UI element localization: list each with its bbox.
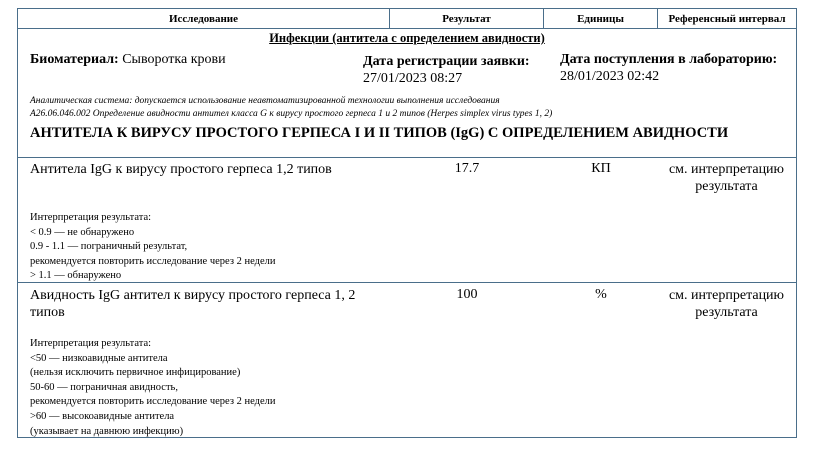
row-2-name: Авидность IgG антител к вирусу простого герпеса 1, 2 типов <box>30 288 356 320</box>
received-value: 28/01/2023 02:42 <box>560 69 660 84</box>
interp-line: (нельзя исключить первичное инфицирование) <box>30 367 241 379</box>
biomaterial-label: Биоматериал: <box>30 52 119 67</box>
row-2-reference: см. интерпретацию результата <box>668 288 785 320</box>
row-1-name: Антитела IgG к вирусу простого герпеса 1,2 типов <box>30 162 332 177</box>
test-title: АНТИТЕЛА К ВИРУСУ ПРОСТОГО ГЕРПЕСА I И II ТИПОВ (IgG) С ОПРЕДЕЛЕНИЕМ АВИДНОСТИ <box>30 125 729 141</box>
table-header <box>18 8 796 29</box>
interp-line: (указывает на давнюю инфекцию) <box>30 425 184 437</box>
row-2-interpretation <box>30 337 275 439</box>
section-title: Инфекции (антитела с определением авидности) <box>269 31 545 45</box>
interp-line: Интерпретация результата: <box>30 338 152 349</box>
interp-line: <50 — низкоавидные антитела <box>30 352 168 364</box>
interp-line: >60 — высокоавидные антитела <box>30 410 175 422</box>
registration-date <box>363 54 530 87</box>
row-1-reference: см. интерпретацию результата <box>668 162 785 194</box>
analytic-system-note: Аналитическая система: допускается использование неавтоматизированной технологии выполнения исследования <box>30 96 500 106</box>
interp-line: < 0.9 — не обнаружено <box>30 226 135 238</box>
header-units: Единицы <box>544 9 658 28</box>
received-date <box>560 52 777 85</box>
interp-line: рекомендуется повторить исследование через 2 недели <box>30 396 276 408</box>
header-test: Исследование <box>18 9 390 28</box>
row-divider <box>18 157 796 158</box>
biomaterial-value: Сыворотка крови <box>122 52 226 67</box>
interp-line: Интерпретация результата: <box>30 212 152 223</box>
biomaterial <box>30 52 226 68</box>
row-divider <box>18 282 796 283</box>
row-2-units: % <box>595 287 607 302</box>
header-result: Результат <box>390 9 544 28</box>
row-1-units: КП <box>591 161 611 176</box>
interp-line: > 1.1 — обнаружено <box>30 270 122 282</box>
registration-value: 27/01/2023 08:27 <box>363 71 463 86</box>
lab-report <box>17 8 797 438</box>
row-1-result: 17.7 <box>454 161 480 176</box>
interp-line: рекомендуется повторить исследование через 2 недели <box>30 255 276 267</box>
header-reference: Референсный интервал <box>668 12 786 25</box>
registration-label: Дата регистрации заявки: <box>363 54 530 69</box>
row-2-result: 100 <box>456 287 478 302</box>
interp-line: 0.9 - 1.1 — пограничный результат, <box>30 241 188 253</box>
received-label: Дата поступления в лабораторию: <box>560 52 778 67</box>
interp-line: 50-60 — пограничная авидность, <box>30 381 178 393</box>
row-1-interpretation <box>30 211 275 284</box>
test-code-note: A26.06.046.002 Определение авидности антител класса G к вирусу простого герпеса 1 и 2 типов (Herpes simplex virus types 1, 2) <box>30 109 553 119</box>
